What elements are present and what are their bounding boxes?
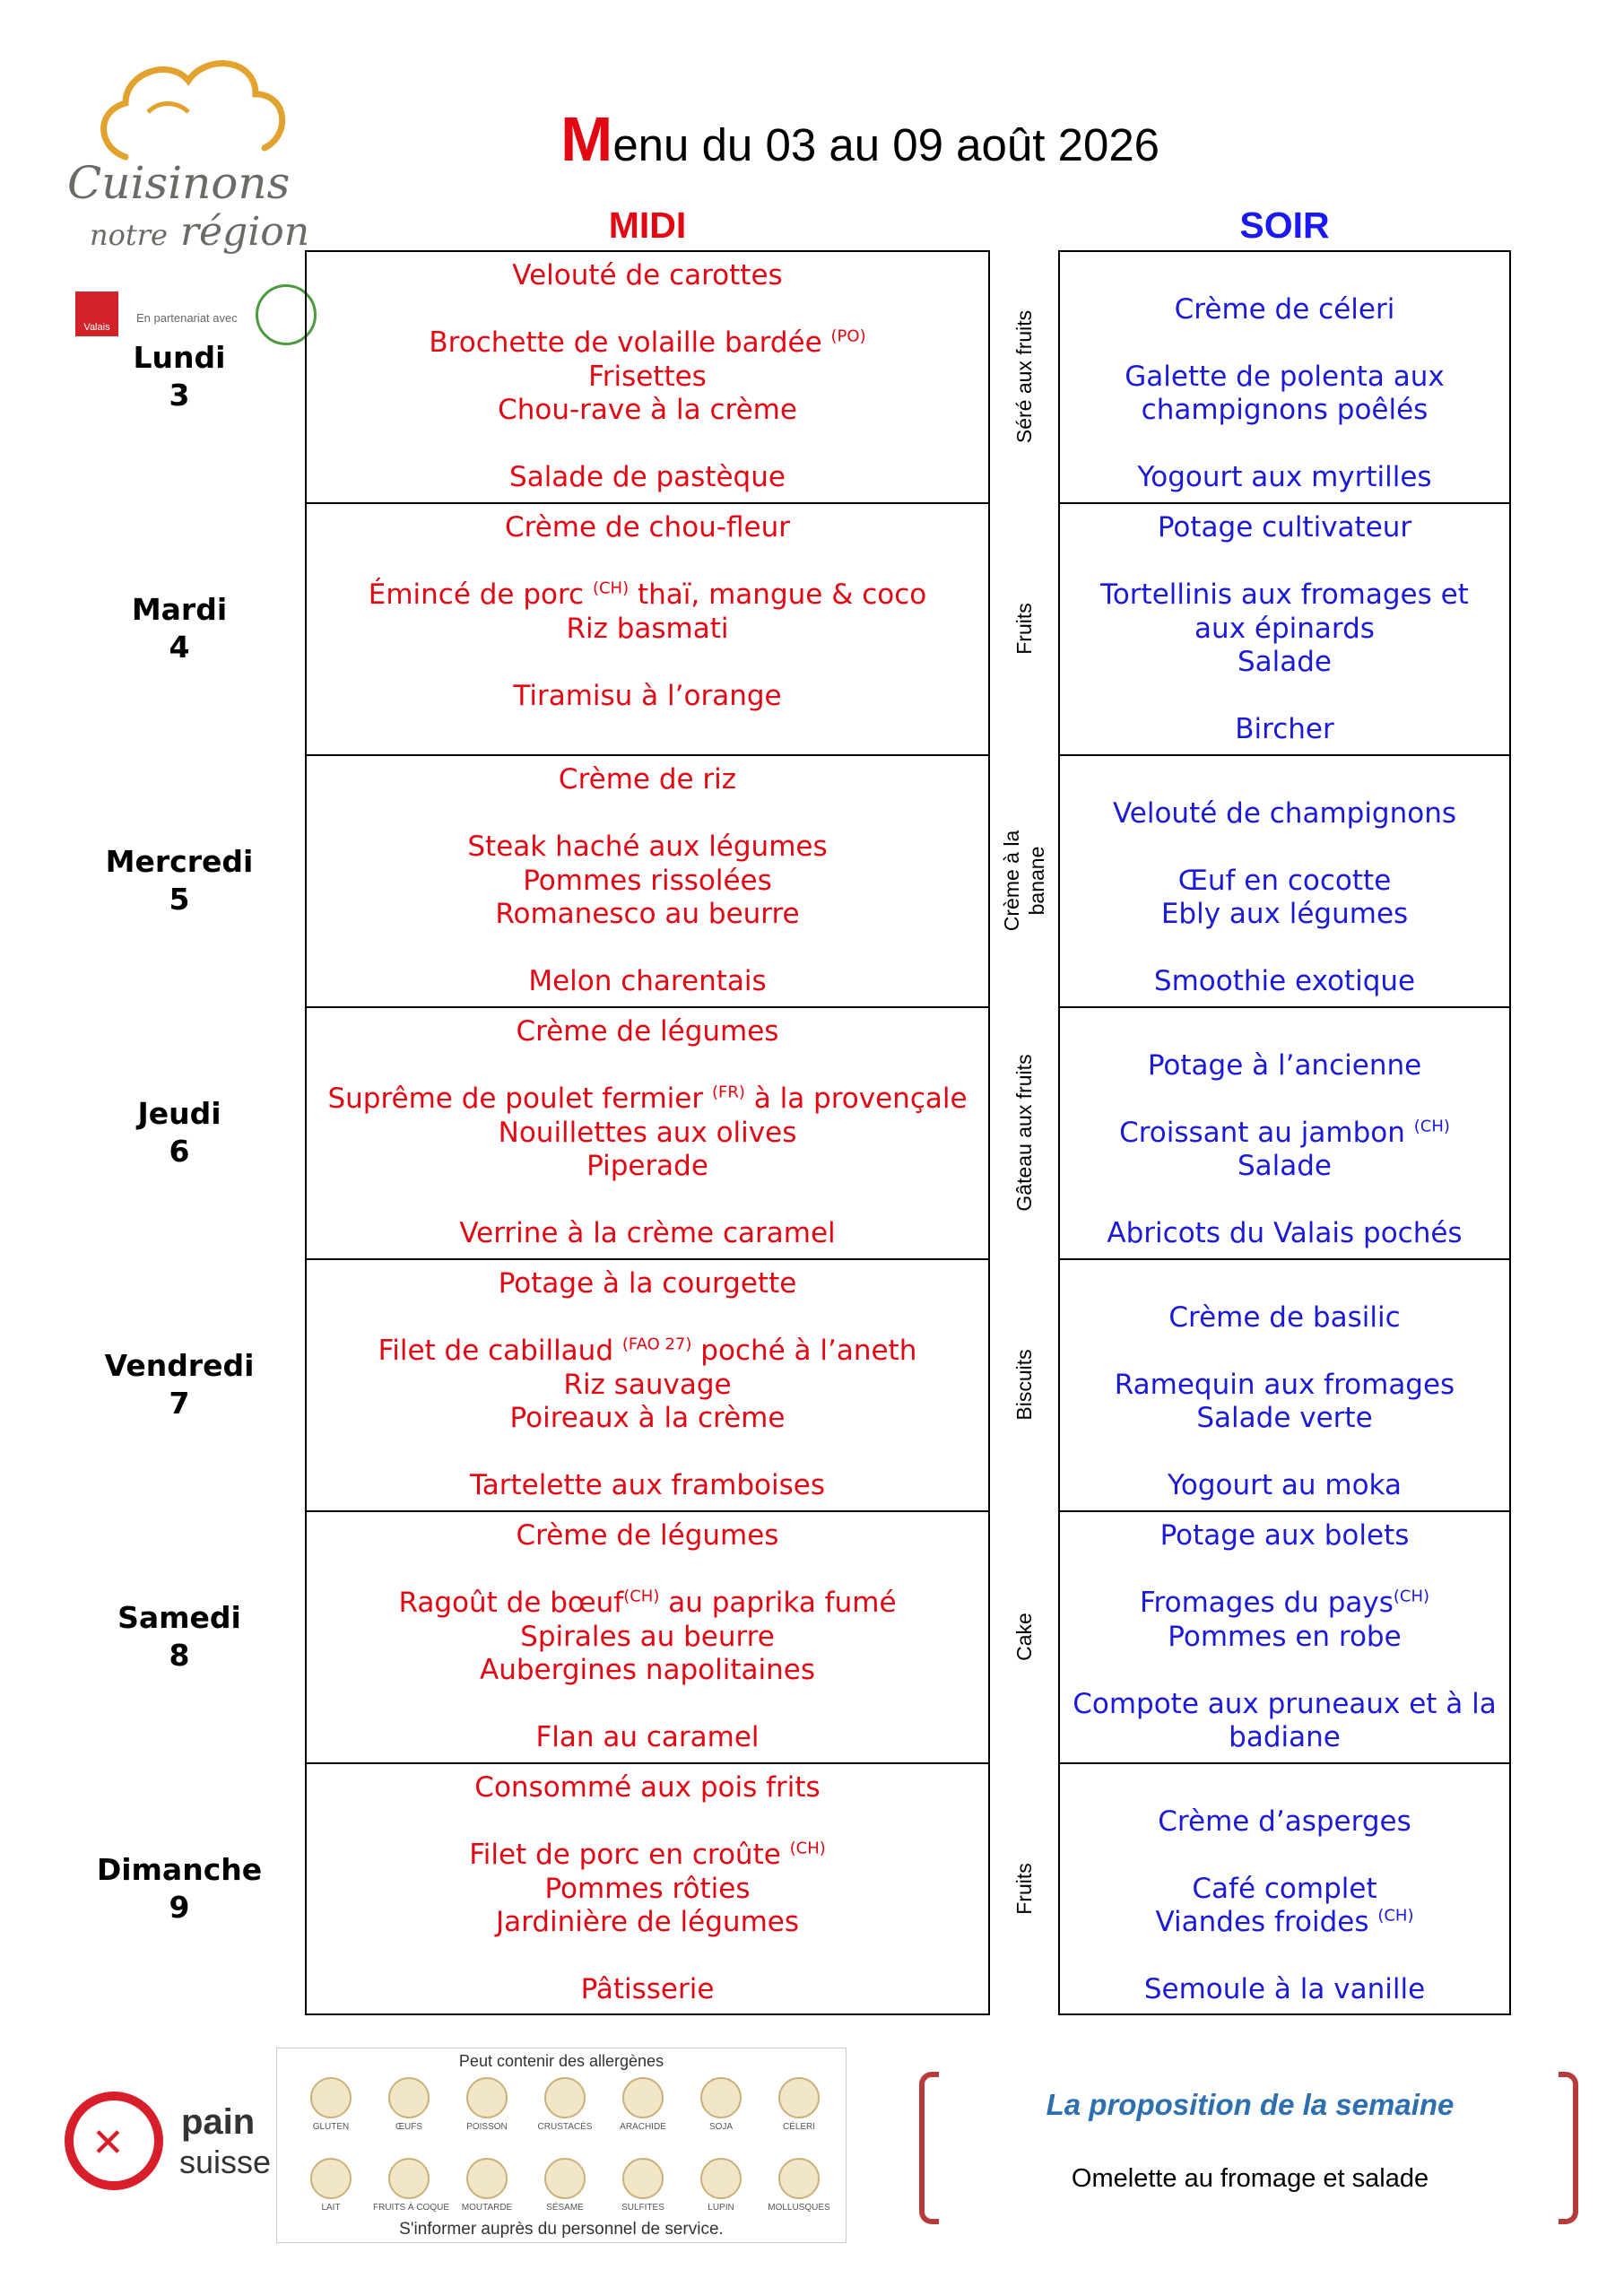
day-label <box>72 1095 287 1170</box>
snack-cell <box>990 754 1058 1006</box>
soir-dish: Compote aux pruneaux et à la <box>1073 1687 1497 1720</box>
soir-dish: Salade <box>1237 646 1333 678</box>
day-name: Lundi <box>133 339 226 375</box>
midi-dish: Piperade <box>586 1150 708 1182</box>
soir-cell <box>1058 250 1511 502</box>
suisse-word: suisse <box>179 2144 272 2180</box>
snack-label: Fruits <box>1012 1862 1036 1915</box>
pain-word: pain <box>181 2102 256 2142</box>
proposition-text: Omelette au fromage et salade <box>1071 2164 1429 2193</box>
day-row <box>0 502 1624 754</box>
blank-line <box>1060 1184 1509 1218</box>
allergens-panel <box>276 2048 847 2243</box>
soir-dish: Semoule à la vanille <box>1143 1973 1426 2005</box>
blank-line <box>1060 831 1509 865</box>
blank-line <box>307 797 988 831</box>
soir-dish: Tortellinis aux fromages et <box>1100 578 1469 611</box>
allergen-icon <box>388 2158 430 2199</box>
day-row <box>0 1258 1624 1510</box>
origin-label: (PO) <box>830 326 866 346</box>
soir-dish: Smoothie exotique <box>1153 965 1416 997</box>
soir-dish: Croissant au jambon $^{(CH)}$ <box>1119 1116 1450 1149</box>
midi-dish: Romanesco au beurre <box>495 898 800 930</box>
blank-line <box>307 545 988 579</box>
midi-dish: Potage à la courgette <box>498 1267 797 1300</box>
allergen-label: LUPIN <box>708 2203 734 2213</box>
allergen-icon <box>466 2077 508 2118</box>
day-name: Dimanche <box>96 1851 263 1887</box>
blank-line <box>1060 1771 1509 1805</box>
day-number: 6 <box>169 1133 190 1169</box>
allergen-icon <box>310 2158 352 2199</box>
soir-dish: Yogourt au moka <box>1168 1469 1402 1501</box>
allergen-item <box>373 2158 450 2213</box>
snack-cell <box>990 1006 1058 1258</box>
blank-line <box>307 428 988 462</box>
allergen-item <box>295 2158 367 2213</box>
blank-line <box>1060 1335 1509 1369</box>
midi-dish: Melon charentais <box>528 965 767 997</box>
allergen-icon <box>544 2158 586 2199</box>
day-label <box>72 339 287 414</box>
blank-line <box>1060 1083 1509 1117</box>
day-row <box>0 250 1624 502</box>
soir-dish: Pommes en robe <box>1168 1620 1402 1653</box>
allergen-item <box>451 2077 523 2132</box>
day-label <box>72 843 287 918</box>
snack-cell <box>990 1258 1058 1510</box>
allergen-item <box>529 2077 601 2132</box>
midi-dish: Brochette de volaille bardée $^{(PO)}$ <box>429 326 866 359</box>
allergen-item <box>451 2158 523 2213</box>
midi-dish: Filet de porc en croûte $^{(CH)}$ <box>469 1839 826 1871</box>
midi-dish: Suprême de poulet fermier $^{(FR)}$ à la provençale <box>327 1083 968 1115</box>
page-title: Menu du 03 au 09 août 2026 <box>560 104 1160 174</box>
snack-cell <box>990 1510 1058 1762</box>
day-number: 8 <box>169 1637 190 1673</box>
day-label <box>72 1851 287 1926</box>
snack-label: Biscuits <box>1012 1348 1036 1421</box>
soir-cell <box>1058 1006 1511 1258</box>
midi-dish: Tartelette aux framboises <box>469 1469 826 1501</box>
allergen-item <box>607 2158 679 2213</box>
origin-label: (CH) <box>1377 1906 1414 1926</box>
midi-dish: Consommé aux pois frits <box>474 1771 821 1804</box>
soir-dish: Potage cultivateur <box>1157 511 1412 544</box>
midi-header: MIDI <box>608 204 687 246</box>
blank-line <box>1060 1436 1509 1470</box>
day-row <box>0 1006 1624 1258</box>
blank-line <box>307 1940 988 1974</box>
soir-dish: badiane <box>1229 1721 1341 1753</box>
soir-dish: Potage aux bolets <box>1159 1519 1410 1552</box>
soir-dish: Viandes froides $^{(CH)}$ <box>1155 1906 1414 1938</box>
allergen-item <box>763 2158 835 2213</box>
soir-dish: Ramequin aux fromages <box>1114 1368 1455 1401</box>
blank-line <box>1060 259 1509 293</box>
soir-dish: Fromages du pays$^{(CH)}$ <box>1139 1587 1430 1619</box>
midi-dish: Poireaux à la crème <box>509 1402 786 1434</box>
midi-cell <box>305 250 990 502</box>
allergen-label: FRUITS À COQUE <box>373 2203 450 2213</box>
day-number: 4 <box>169 629 190 665</box>
allergen-label: MOLLUSQUES <box>768 2203 830 2213</box>
midi-dish: Ragoût de bœuf$^{(CH)}$ au paprika fumé <box>398 1587 897 1619</box>
midi-dish: Tiramisu à l’orange <box>513 679 782 712</box>
day-label <box>72 1599 287 1674</box>
midi-dish: Jardinière de légumes <box>496 1906 799 1938</box>
snack-cell <box>990 502 1058 754</box>
midi-cell <box>305 1006 990 1258</box>
blank-line <box>307 293 988 327</box>
day-row <box>0 1510 1624 1762</box>
allergen-item <box>607 2077 679 2132</box>
soir-dish: Crème de céleri <box>1174 292 1395 326</box>
soir-dish: Ebly aux légumes <box>1160 898 1409 930</box>
allergens-footer: S'informer auprès du personnel de service. <box>399 2220 724 2239</box>
allergen-icon <box>622 2077 664 2118</box>
right-bracket <box>1559 2072 1578 2224</box>
origin-label: (FAO 27) <box>621 1335 692 1354</box>
midi-cell <box>305 502 990 754</box>
snack-label: Cake <box>1012 1612 1036 1661</box>
soir-dish: Œuf en cocotte <box>1177 864 1392 897</box>
logo-line2: notre région <box>90 209 310 255</box>
logo-line1: Cuisinons <box>67 157 291 209</box>
soir-dish: champignons poêlés <box>1141 394 1429 426</box>
snack-label: Séré aux fruits <box>1012 309 1036 443</box>
blank-line <box>307 1805 988 1839</box>
allergen-item <box>373 2077 445 2132</box>
soir-dish: Potage à l’ancienne <box>1147 1048 1422 1082</box>
day-name: Jeudi <box>137 1095 221 1131</box>
midi-dish: Spirales au beurre <box>520 1620 775 1653</box>
day-number: 7 <box>169 1385 190 1421</box>
midi-cell <box>305 1258 990 1510</box>
blank-line <box>307 1553 988 1587</box>
day-row <box>0 754 1624 1006</box>
allergen-label: CÉLERI <box>782 2122 816 2132</box>
allergen-label: MOUTARDE <box>461 2203 513 2213</box>
midi-dish: Verrine à la crème caramel <box>459 1217 836 1249</box>
origin-label: (CH) <box>623 1587 660 1606</box>
midi-dish: Pommes rôties <box>544 1872 751 1905</box>
midi-dish: Riz sauvage <box>563 1368 732 1401</box>
allergen-label: SULFITES <box>621 2203 664 2213</box>
origin-label: (CH) <box>789 1839 826 1858</box>
snack-cell <box>990 250 1058 502</box>
midi-dish: Aubergines napolitaines <box>480 1654 815 1686</box>
soir-dish: Velouté de champignons <box>1112 796 1457 830</box>
midi-cell <box>305 754 990 1006</box>
allergen-label: CRUSTACÉS <box>537 2122 593 2132</box>
soir-cell <box>1058 502 1511 754</box>
blank-line <box>307 1184 988 1218</box>
soir-dish: Salade <box>1237 1150 1333 1182</box>
snack-label: Gâteau aux fruits <box>1012 1053 1036 1212</box>
allergen-icon <box>700 2158 742 2199</box>
blank-line <box>1060 545 1509 579</box>
soir-dish: Crème d’asperges <box>1158 1805 1411 1838</box>
blank-line <box>1060 680 1509 714</box>
allergen-label: ARACHIDE <box>620 2122 666 2132</box>
soir-dish: Galette de polenta aux <box>1125 360 1445 393</box>
left-bracket <box>919 2072 939 2224</box>
snack-label: Crème à la banane <box>1000 830 1048 931</box>
allergen-label: ŒUFS <box>395 2122 422 2132</box>
allergen-item <box>685 2077 757 2132</box>
allergen-label: LAIT <box>321 2203 341 2213</box>
allergen-item <box>529 2158 601 2213</box>
allergen-label: SÉSAME <box>546 2203 584 2213</box>
blank-line <box>1060 932 1509 966</box>
snack-label: Fruits <box>1012 602 1036 655</box>
soir-dish: Yogourt aux myrtilles <box>1137 461 1432 493</box>
midi-cell <box>305 1762 990 2014</box>
blank-line <box>1060 763 1509 797</box>
midi-dish: Pâtisserie <box>580 1973 715 2005</box>
cross-icon: ✕ <box>91 2120 125 2166</box>
blank-line <box>307 932 988 966</box>
midi-dish: Velouté de carottes <box>512 259 783 291</box>
day-name: Samedi <box>117 1599 241 1635</box>
blank-line <box>307 1688 988 1722</box>
blank-line <box>1060 1267 1509 1301</box>
day-name: Mardi <box>131 591 228 627</box>
blank-line <box>307 1436 988 1470</box>
blank-line <box>307 1301 988 1335</box>
day-label <box>72 591 287 666</box>
soir-dish: Salade verte <box>1196 1402 1373 1434</box>
soir-cell <box>1058 1258 1511 1510</box>
midi-dish: Filet de cabillaud $^{(FAO 27)}$ poché à l’aneth <box>378 1335 917 1367</box>
soir-cell <box>1058 754 1511 1006</box>
origin-label: (FR) <box>711 1083 745 1102</box>
allergens-header: Peut contenir des allergènes <box>458 2052 664 2070</box>
blank-line <box>1060 1940 1509 1974</box>
allergen-icon <box>388 2077 430 2118</box>
allergen-item <box>295 2077 367 2132</box>
midi-dish: Pommes rissolées <box>523 864 772 897</box>
midi-dish: Chou-rave à la crème <box>498 394 797 426</box>
midi-dish: Crème de légumes <box>516 1519 779 1552</box>
proposition-title: La proposition de la semaine <box>1046 2088 1455 2121</box>
day-number: 3 <box>169 377 190 413</box>
soir-dish: Bircher <box>1235 713 1334 745</box>
blank-line <box>1060 1654 1509 1688</box>
midi-dish: Salade de pastèque <box>509 461 786 493</box>
blank-line <box>1060 1839 1509 1873</box>
soir-dish: Abricots du Valais pochés <box>1107 1217 1463 1249</box>
midi-dish: Nouillettes aux olives <box>498 1116 797 1149</box>
allergen-item <box>763 2077 835 2132</box>
allergen-item <box>685 2158 757 2213</box>
soir-dish: Café complet <box>1192 1872 1377 1905</box>
pain-suisse-logo <box>65 2083 280 2199</box>
allergen-icon <box>778 2077 820 2118</box>
allergen-label: POISSON <box>466 2122 508 2132</box>
allergen-icon <box>544 2077 586 2118</box>
blank-line <box>1060 1015 1509 1049</box>
soir-header: SOIR <box>1239 204 1330 246</box>
midi-dish: Riz basmati <box>566 612 729 645</box>
chef-hat-icon <box>63 49 332 166</box>
origin-label: (CH) <box>592 578 630 598</box>
day-number: 9 <box>169 1889 190 1925</box>
allergen-label: SOJA <box>708 2122 734 2132</box>
allergen-label: GLUTEN <box>312 2122 350 2132</box>
origin-label: (CH) <box>1393 1587 1430 1606</box>
blank-line <box>307 646 988 680</box>
midi-dish: Crème de chou-fleur <box>505 511 790 544</box>
allergen-icon <box>310 2077 352 2118</box>
midi-dish: Crème de riz <box>558 763 737 796</box>
valais-flag-icon: Valais <box>75 291 118 336</box>
allergen-icon <box>778 2158 820 2199</box>
day-label <box>72 1347 287 1422</box>
day-number: 5 <box>169 881 190 917</box>
midi-dish: Flan au caramel <box>535 1721 760 1753</box>
soir-bottom-border <box>1058 2013 1511 2015</box>
origin-label: (CH) <box>1413 1117 1450 1136</box>
soir-cell <box>1058 1762 1511 2014</box>
soir-dish: aux épinards <box>1194 612 1375 645</box>
day-name: Vendredi <box>104 1347 255 1383</box>
midi-dish: Émincé de porc $^{(CH)}$ thaï, mangue & coco <box>368 578 927 611</box>
snack-cell <box>990 1762 1058 2014</box>
soir-dish: Crème de basilic <box>1168 1300 1401 1334</box>
blank-line <box>1060 326 1509 361</box>
allergen-icon <box>700 2077 742 2118</box>
blank-line <box>307 1049 988 1083</box>
midi-bottom-border <box>305 2013 990 2015</box>
midi-dish: Steak haché aux légumes <box>467 831 828 863</box>
blank-line <box>1060 428 1509 462</box>
day-row <box>0 1762 1624 2014</box>
midi-dish: Crème de légumes <box>516 1015 779 1048</box>
allergen-icon <box>622 2158 664 2199</box>
partner-text: En partenariat avec <box>136 311 238 325</box>
midi-cell <box>305 1510 990 1762</box>
midi-dish: Frisettes <box>588 360 707 393</box>
day-name: Mercredi <box>105 843 254 879</box>
allergen-icon <box>466 2158 508 2199</box>
blank-line <box>1060 1553 1509 1587</box>
soir-cell <box>1058 1510 1511 1762</box>
